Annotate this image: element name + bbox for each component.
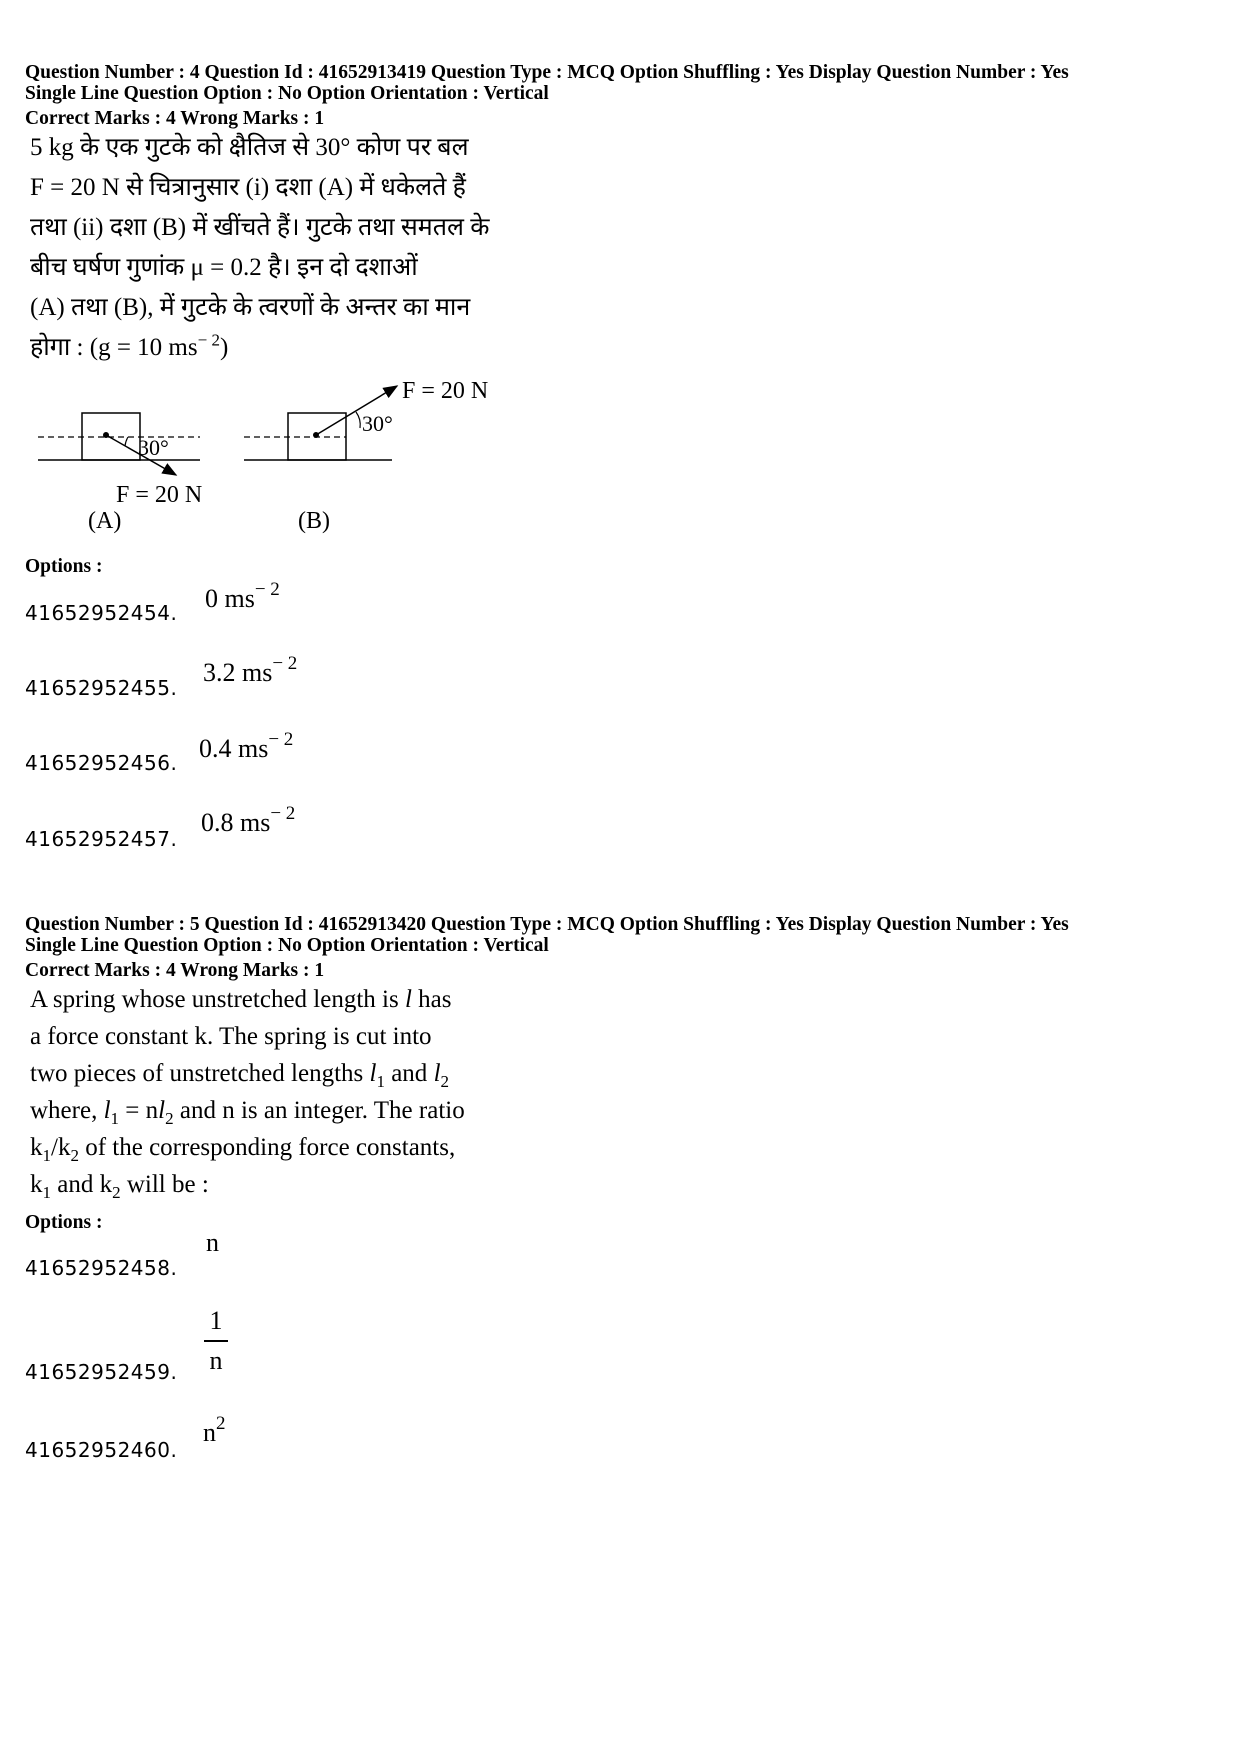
option-id: 41652952458. bbox=[25, 1256, 178, 1280]
q5-marks: Correct Marks : 4 Wrong Marks : 1 bbox=[25, 960, 325, 981]
fraction-numerator: 1 bbox=[209, 1306, 223, 1335]
option-id: 41652952460. bbox=[25, 1438, 178, 1462]
option-value: 0.8 $ms^{- 2}$ bbox=[201, 803, 296, 837]
q5-meta-line2: Single Line Question Option : No Option Orientation : Vertical bbox=[25, 935, 549, 956]
q4-text-line: 5 kg के एक गुटके को क्षैतिज से 30° कोण पर बल bbox=[30, 134, 469, 161]
q5-text-line: where, $l_1 = nl_2$ and n is an integer. The ratio bbox=[30, 1097, 465, 1128]
q5-meta-line1: Question Number : 5 Question Id : 41652913420 Question Type : MCQ Option Shuffling : Yes Display Question Number : Yes bbox=[25, 914, 1069, 935]
option-id: 41652952454. bbox=[25, 601, 178, 625]
figure-label: (B) bbox=[298, 508, 330, 534]
option-id: 41652952457. bbox=[25, 827, 178, 851]
angle-arc bbox=[125, 437, 128, 446]
q5-question-text bbox=[30, 981, 550, 1203]
option-value: 0.4 $ms^{- 2}$ bbox=[199, 729, 294, 763]
q4-meta-line1: Question Number : 4 Question Id : 41652913419 Question Type : MCQ Option Shuffling : Yes Display Question Number : Yes bbox=[25, 62, 1069, 83]
q4-text-line: F = 20 N से चित्रानुसार (i) दशा (A) में धकेलते हैं bbox=[30, 174, 466, 201]
option-id: 41652952456. bbox=[25, 751, 178, 775]
option-fraction bbox=[204, 1306, 228, 1376]
option-id: 41652952455. bbox=[25, 676, 178, 700]
q4-text-line: तथा (ii) दशा (B) में खींचते हैं। गुटके तथा समतल के bbox=[30, 214, 490, 241]
angle-label: 30° bbox=[138, 435, 169, 460]
fraction-denominator: n bbox=[209, 1346, 223, 1375]
q5-text-line: a force constant k. The spring is cut into bbox=[30, 1023, 432, 1050]
q4-text-line: बीच घर्षण गुणांक μ = 0.2 है। इन दो दशाओं bbox=[30, 254, 418, 281]
q4-question-text bbox=[30, 128, 550, 368]
q4-text-line: (A) तथा (B), में गुटके के त्वरणों के अन्तर का मान bbox=[30, 294, 471, 321]
q4-options-label: Options : bbox=[25, 556, 103, 577]
figure-label: (A) bbox=[88, 508, 122, 534]
option-value: 0 $ms^{- 2}$ bbox=[205, 579, 280, 613]
q5-text-line: $k_1/k_2$ of the corresponding force constants, bbox=[30, 1134, 456, 1165]
force-label: F = 20 N bbox=[116, 482, 203, 508]
q4-text-line: होगा : (g = 10 $ms^{- 2}$) bbox=[30, 330, 229, 361]
q5-text-line: A spring whose unstretched length is l has bbox=[30, 986, 452, 1013]
fraction-bar bbox=[204, 1340, 228, 1342]
q5-text-line: two pieces of unstretched lengths $l_1$ and $l_2$ bbox=[30, 1060, 450, 1091]
q5-options-label: Options : bbox=[25, 1212, 103, 1233]
q5-text-line: $k_1$ and $k_2$ will be : bbox=[30, 1171, 209, 1202]
option-value: n bbox=[206, 1228, 219, 1257]
q4-force-diagram bbox=[30, 368, 510, 543]
option-value: $n^2$ bbox=[203, 1413, 226, 1447]
figure-a bbox=[38, 413, 202, 534]
angle-label: 30° bbox=[362, 411, 393, 436]
force-label: F = 20 N bbox=[402, 378, 489, 404]
option-id: 41652952459. bbox=[25, 1360, 178, 1384]
angle-arc bbox=[356, 412, 360, 428]
option-value: 3.2 $ms^{- 2}$ bbox=[203, 653, 298, 687]
q4-meta-line2: Single Line Question Option : No Option Orientation : Vertical bbox=[25, 83, 549, 104]
q4-marks: Correct Marks : 4 Wrong Marks : 1 bbox=[25, 108, 325, 129]
figure-b bbox=[244, 378, 488, 534]
